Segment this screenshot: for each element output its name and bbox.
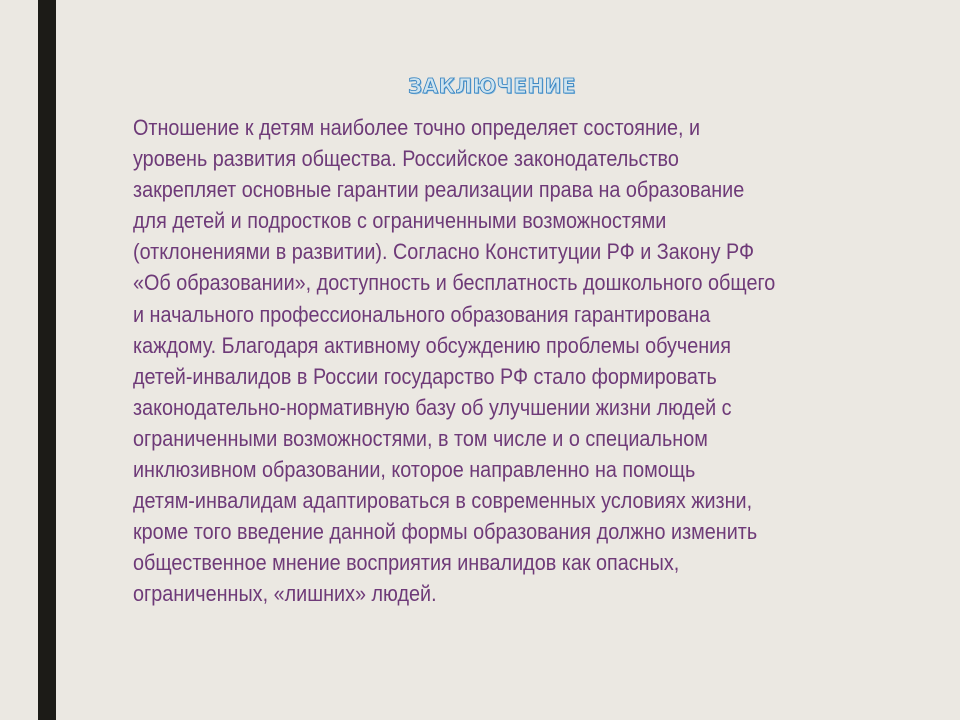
slide-title: ЗАКЛЮЧЕНИЕ (407, 74, 577, 98)
left-accent-bar (38, 0, 56, 720)
slide-body-text: Отношение к детям наиболее точно определяет состояние, и уровень развития общества. Российское законодательство закрепляет основные гарантии реализации права на образование для детей и подростков с ограниченными возможностями (отклонениями в развитии). Согласно Конституции РФ и Закону РФ «Об образовании», доступность и бесплатность дошкольного общего и начального профессионального образования гарантирована каждому. Благодаря активному обсуждению проблемы обучения детей-инвалидов в России государство РФ стало формировать законодательно-нормативную базу об улучшении жизни людей с ограниченными возможностями, в том числе и о специальном инклюзивном образовании, которое направленно на помощь детям-инвалидам адаптироваться в современных условиях жизни, кроме того введение данной формы образования должно изменить общественное мнение восприятия инвалидов как опасных, ограниченных, «лишних» людей. (133, 115, 776, 607)
